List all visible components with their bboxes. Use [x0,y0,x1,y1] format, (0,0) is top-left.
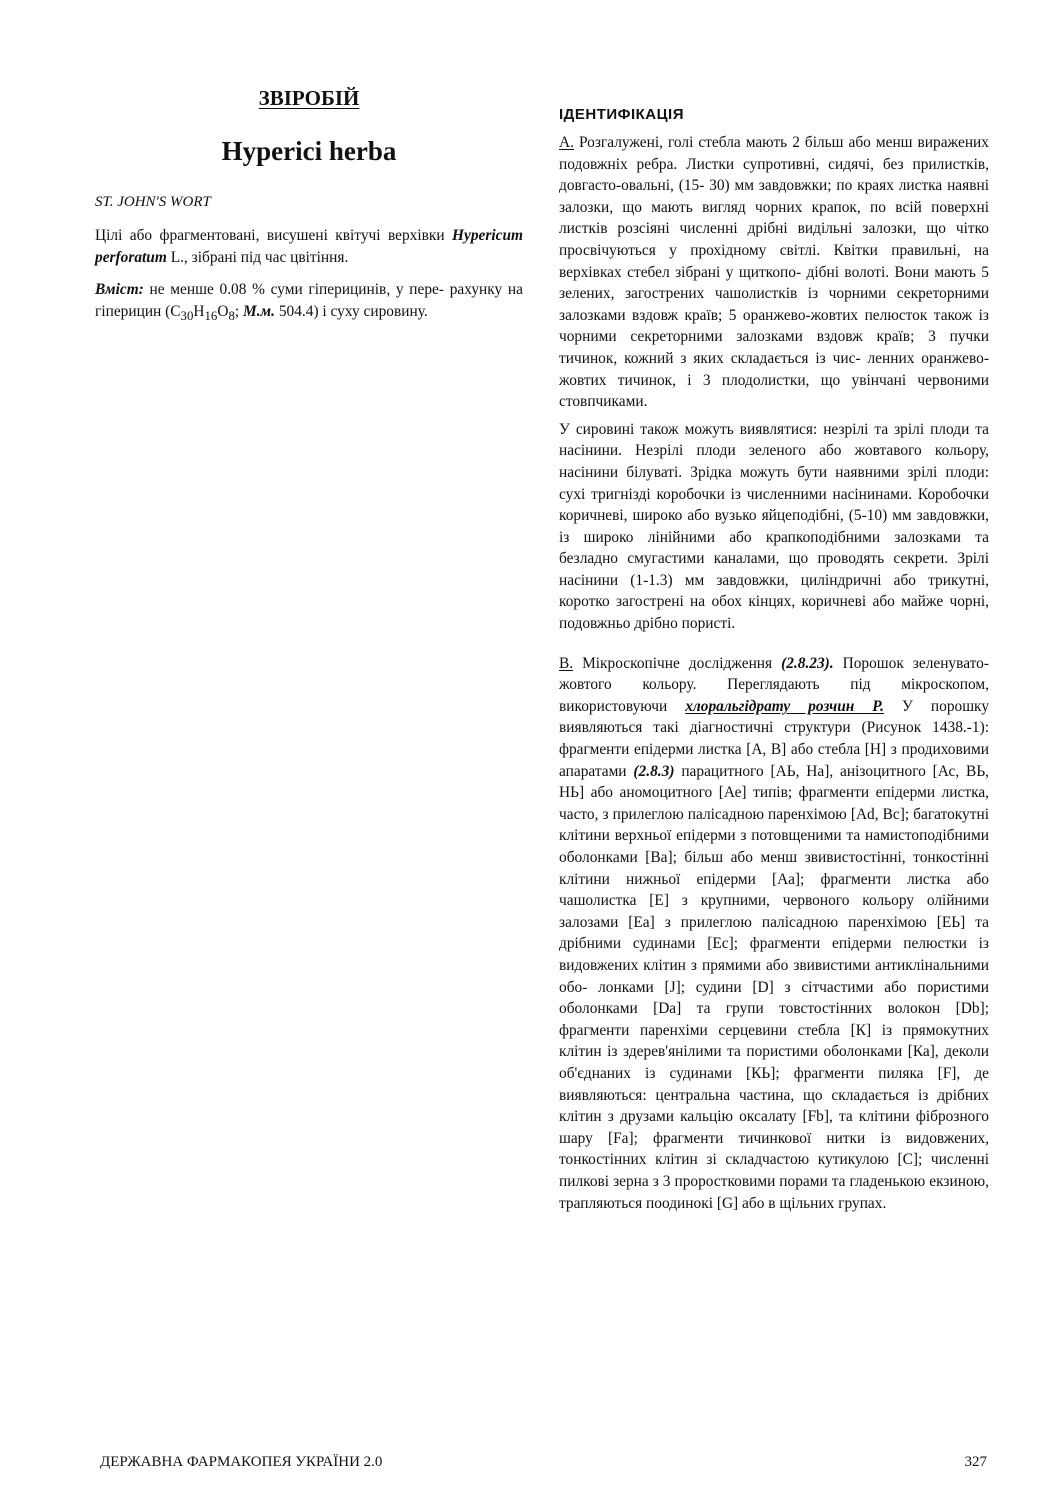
content-text-end: 504.4) і суху сировину. [278,303,428,320]
definition-text-end: L., зібрані під час цвітіння. [170,249,349,266]
method-reference: (2.8.23). [781,654,834,672]
test-b-text-3: У порошку виявляються такі діагностичні структури (Рисунок 1438.-1): фрагменти епідерми листка [А, В] або стебла [Н] з продиховими апаратами [559,697,990,780]
formula-separator: ; [234,303,240,320]
test-a-paragraph [559,132,989,413]
content-text: не менше 0.08 % суми гіперицинів, у пере- рахунку на гіперицин (C [95,281,523,320]
molar-mass-label: М.м. [243,303,275,320]
test-a-text: Розгалужені, голі стебла мають 2 більш або менш виражених подовжніх ребра. Листки супротивні, сидячі, без прилистків, довгасто-овальні, (15- 30) мм завдовжки; по краях листка наявні залозки, що мають вигляд чорних крапок, по всій поверхні листків розсіяні численні дрібні видільні залозки, що чітко просвічуються у прохідному світлі. Квітки правильні, на верхівках стебел зібрані у щиткопо- дібні волоті. Вони мають 5 зелених, загострених чашолистків із чорними секреторними залозками вздовж країв; 5 оранжево-жовтих пелюсток також із чорними секреторними залозками вздовж країв; 3 пучки тичинок, кожний з яких складається із чис- ленних оранжево-жовтих тичинок, і 3 плодолистки, що увінчані червоними стовпчиками. [559,134,989,411]
formula-o: O [217,303,229,320]
test-b-text: Мікроскопічне дослідження [582,654,773,672]
definition-text: Цілі або фрагментовані, висушені квітучі верхівки [95,227,445,244]
identification-heading: ІДЕНТИФІКАЦІЯ [559,106,684,123]
right-column [559,104,989,1214]
test-a-label: А. [559,134,574,151]
content-label: Вміст: [95,281,144,298]
definition-paragraph [95,225,523,269]
content-paragraph [95,279,523,327]
formula-h-subscript: 16 [204,309,218,324]
species-name: Hypericum perforatum [95,227,523,266]
page-number: 327 [964,1454,987,1470]
formula-h: H [193,303,205,320]
monograph-title-latin: Hyperici herba [221,136,397,166]
test-b-label: В. [559,654,574,672]
stomata-reference: (2.8.3) [633,762,675,780]
left-column [95,82,523,327]
reagent-name: хлоральгідрату розчин Р. [685,697,885,715]
footer-publication: ДЕРЖАВНА ФАРМАКОПЕЯ УКРАЇНИ 2.0 [100,1454,383,1470]
formula-o-subscript: 8 [228,309,235,324]
test-b-text-4: парацитного [АЬ, На], анізоцитного [Ас, ВЬ, НЬ] або аномоцитного [Ае] типів; фрагменти епідерми листка, часто, з прилеглою палісадною паренхімою [Ad, Вс]; багатокутні клітини верхньої епідерми з потовщеними та намистоподібними оболонками [Ва]; більш або менш звивистостінні, тонкостінні клітини нижньої епідерми [Аа]; фрагменти листка або чашолистка [Е] з крупними, червоного кольору олійними залозами [Еа] з прилеглою палісадною паренхімою [ЕЬ] та дрібними судинами [Ес]; фрагменти епідерми пелюстки із видовжених клітин з прямими або звивистими антиклінальними обо- лонками [J]; судини [D] з сітчастими або пористими оболонками [Da] та групи товстостінних волокон [Db]; фрагменти паренхіми серцевини стебла [К] із прямокутних клітин із здерев'янілими та пористими оболонками [Ка], деколи об'єднаних із судинами [КЬ]; фрагменти пиляка [F], де виявляються: центральна частина, що складається із дрібних клітин з друзами кальцію оксалату [Fb], та клітини фіброзного шару [Fa]; фрагменти тичинкової нитки із видовжених, тонкостінних клітин зі складчастою кутикулою [С]; численні пилкові зерна з 3 проростковими порами та гладенькою екзиною, трапляються поодинокі [G] або в щільних групах. [559,762,990,1212]
monograph-title-ua: ЗВІРОБІЙ [258,86,360,110]
test-b-paragraph [559,653,989,1214]
test-b-text-2: Порошок зеленувато-жовтого кольору. Переглядають під мікроскопом, використовуючи [559,654,989,715]
test-a-fruits-paragraph: У сировині також можуть виявлятися: незрілі та зрілі плоди та насінини. Незрілі плоди зеленого або жовтавого кольору, насінини білуваті. Зрідка можуть бути наявними зрілі плоди: сухі тригнізді коробочки із численними насінинами. Коробочки коричневі, широко або вузько яйцеподібні, (5-10) мм завдовжки, із широко лінійними або крапкоподібними залозками та безладно смугастими каналами, що проводять секрети. Зрілі насінини (1-1.3) мм завдовжки, циліндричні або трикутні, коротко загострені на обох кінцях, коричневі або майже чорні, подовжньо дрібно пористі. [559,420,989,633]
monograph-title-en: ST. JOHN'S WORT [95,194,211,210]
formula-c-subscript: 30 [180,309,194,324]
